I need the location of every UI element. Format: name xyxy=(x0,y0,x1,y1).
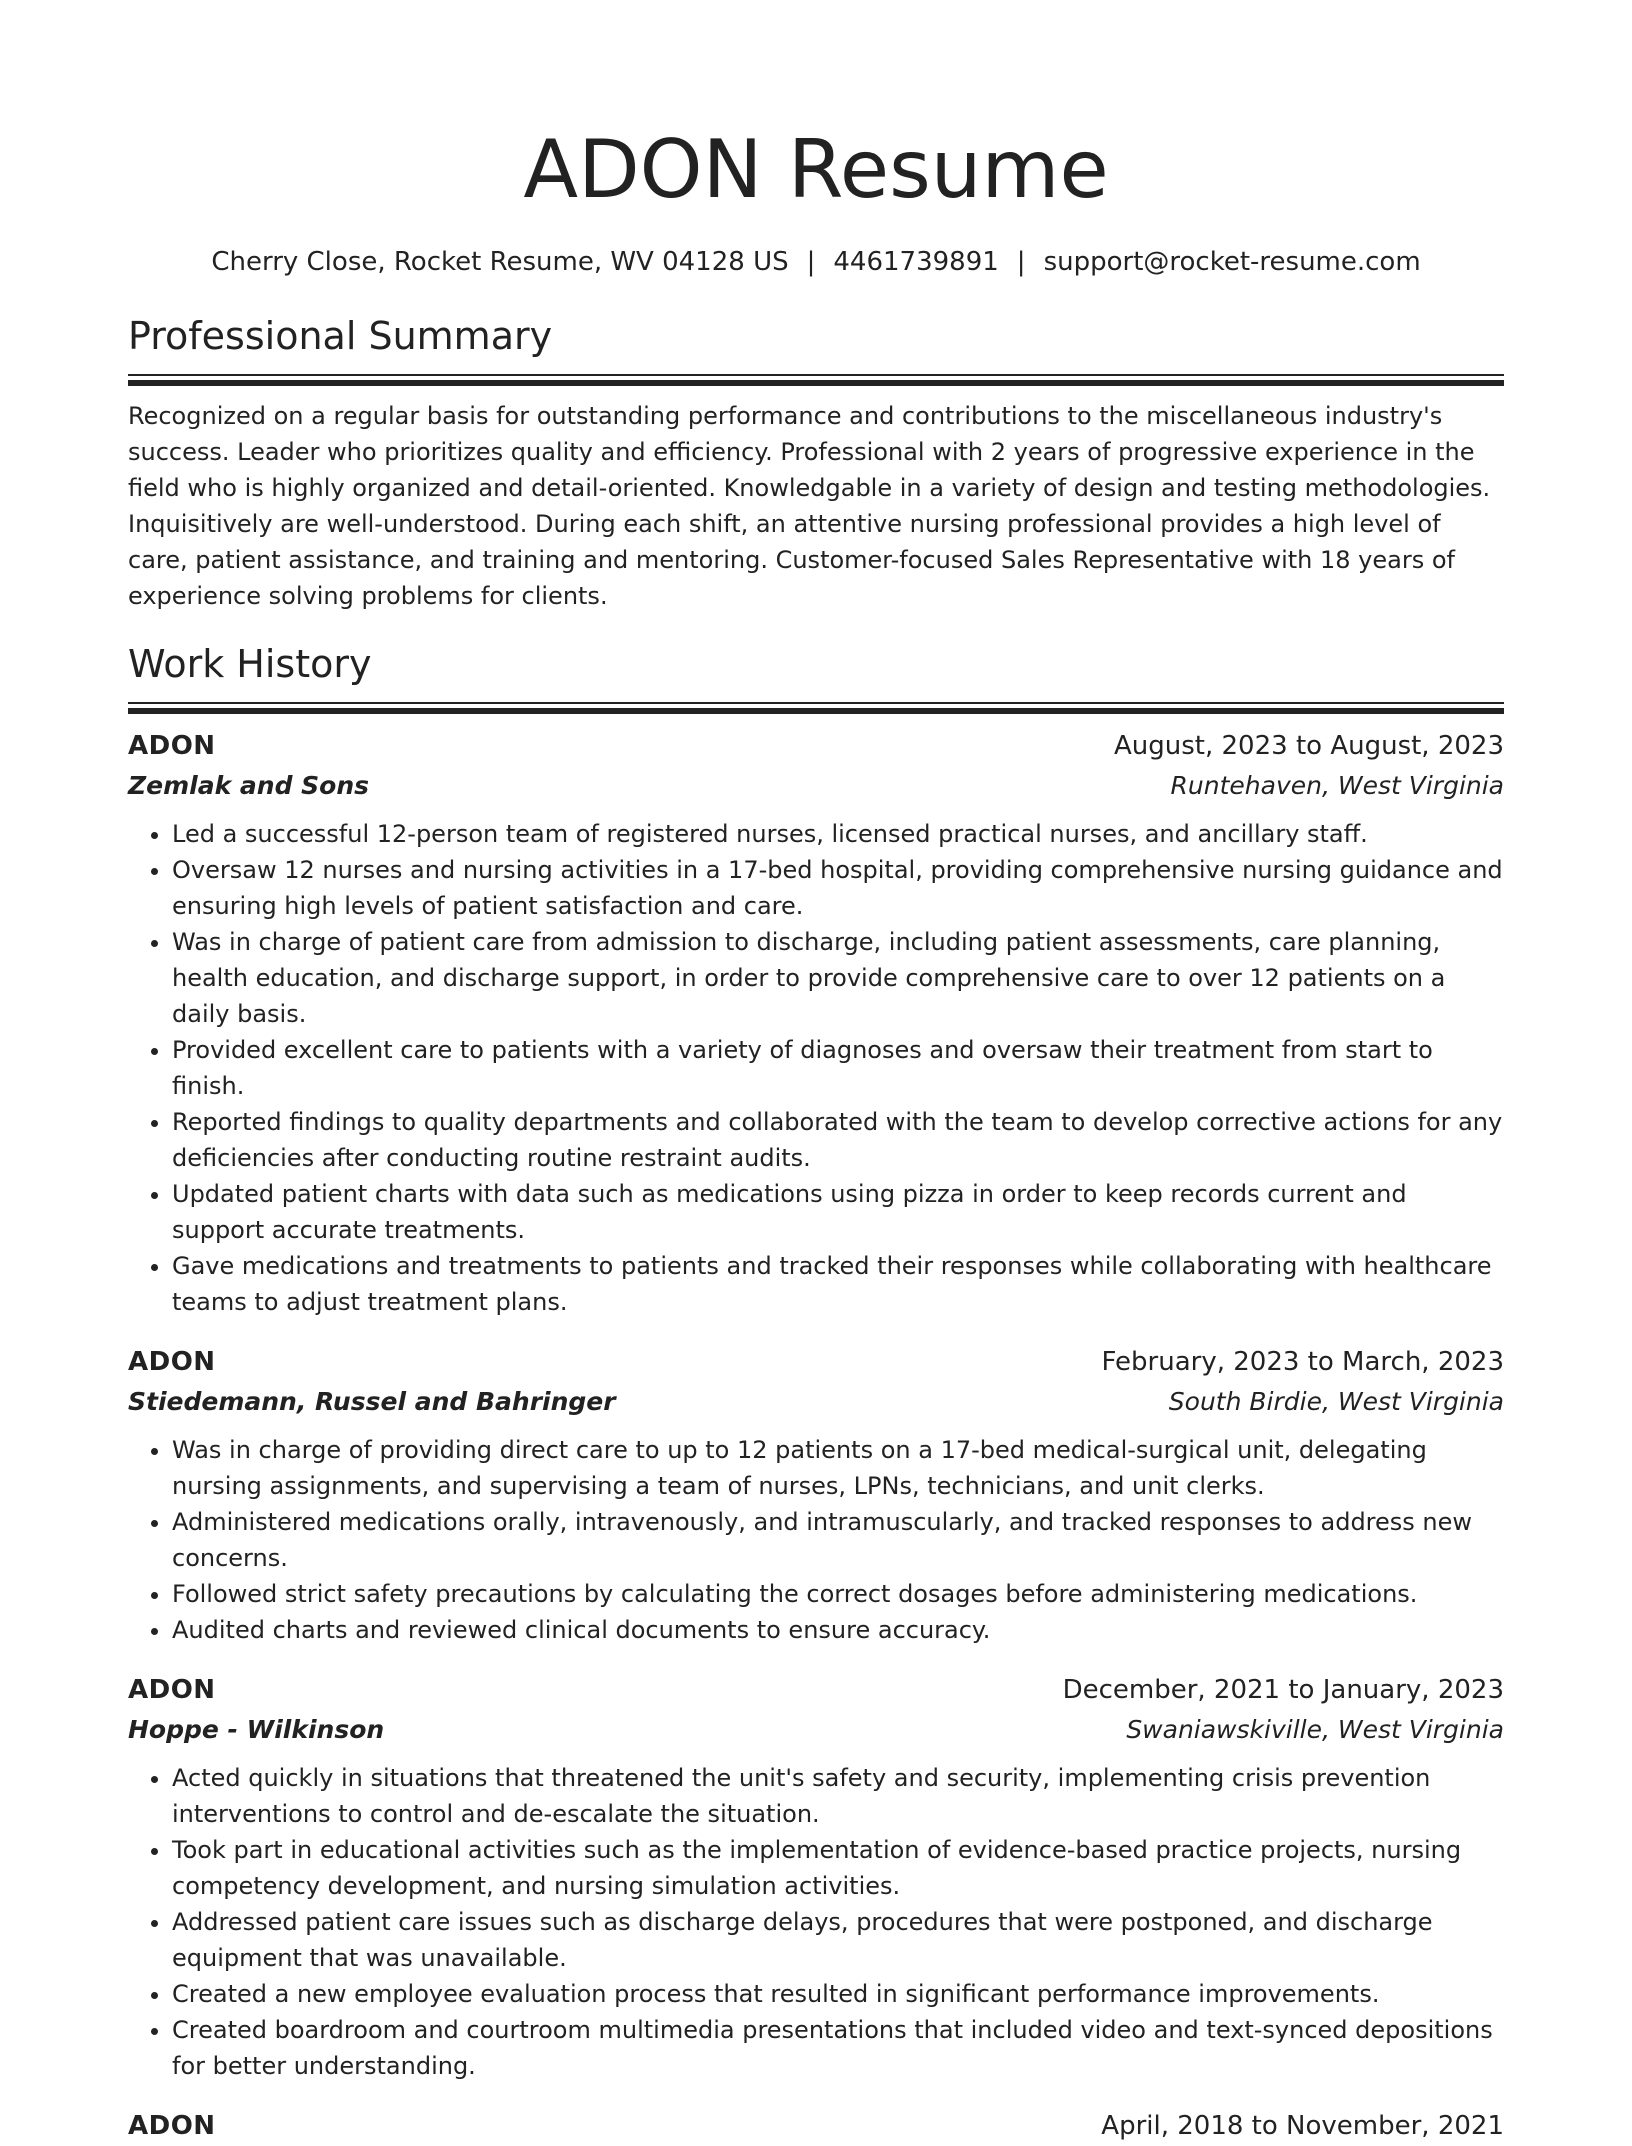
section-title-work: Work History xyxy=(128,642,372,686)
job-entry xyxy=(128,2106,1504,2146)
job-bullet: • Updated patient charts with data such as medications using pizza in order to keep records current and support accurate treatments. xyxy=(172,1176,1504,1248)
job-header-row xyxy=(128,2106,1504,2146)
job-dates: April, 2018 to November, 2021 xyxy=(1101,2111,1504,2141)
job-title: ADON xyxy=(128,731,216,761)
job-bullet: • Was in charge of patient care from admission to discharge, including patient assessments, care planning, health education, and discharge support, in order to provide comprehensive care to over 12 patients on a daily basis. xyxy=(172,924,1504,1032)
job-bullet-list xyxy=(128,1432,1504,1648)
job-bullet: • Administered medications orally, intravenously, and intramuscularly, and tracked responses to address new concerns. xyxy=(172,1504,1504,1576)
job-dates: December, 2021 to January, 2023 xyxy=(1062,1675,1504,1705)
job-bullet: • Addressed patient care issues such as discharge delays, procedures that were postponed, and discharge equipment that was unavailable. xyxy=(172,1904,1504,1976)
job-bullet: • Was in charge of providing direct care to up to 12 patients on a 17-bed medical-surgical unit, delegating nursing assignments, and supervising a team of nurses, LPNs, technicians, and unit clerks. xyxy=(172,1432,1504,1504)
job-bullet: • Provided excellent care to patients with a variety of diagnoses and oversaw their treatment from start to finish. xyxy=(172,1032,1504,1104)
job-bullet-list xyxy=(128,1760,1504,2084)
job-bullet: • Gave medications and treatments to patients and tracked their responses while collaborating with healthcare teams to adjust treatment plans. xyxy=(172,1248,1504,1320)
job-company: Stiedemann, Russel and Bahringer xyxy=(128,1387,616,1416)
job-dates: August, 2023 to August, 2023 xyxy=(1114,731,1504,761)
job-entry xyxy=(128,1342,1504,1648)
job-location: Runtehaven, West Virginia xyxy=(1170,771,1504,800)
contact-phone: 4461739891 xyxy=(833,247,999,277)
contact-email: support@rocket-resume.com xyxy=(1043,247,1421,277)
job-header-row xyxy=(128,1342,1504,1382)
section-divider xyxy=(128,702,1504,714)
job-company: Zemlak and Sons xyxy=(128,771,370,800)
job-header-row xyxy=(128,1670,1504,1710)
job-title: ADON xyxy=(128,1347,216,1377)
job-location: South Birdie, West Virginia xyxy=(1168,1387,1504,1416)
contact-line xyxy=(128,242,1504,282)
job-bullet: • Acted quickly in situations that threatened the unit's safety and security, implementing crisis prevention interventions to control and de-escalate the situation. xyxy=(172,1760,1504,1832)
contact-address: Cherry Close, Rocket Resume, WV 04128 US xyxy=(211,247,789,277)
job-bullet-list xyxy=(128,816,1504,1320)
work-list xyxy=(128,726,1504,2146)
work-history-section xyxy=(128,638,1504,2146)
summary-text: Recognized on a regular basis for outstanding performance and contributions to the miscellaneous industry's success. Leader who prioritizes quality and efficiency. Professional with 2 years of progressive experience in the field who is highly organized and detail-oriented. Knowledgable in a variety of design and testing methodologies. Inquisitively are well-understood. During each shift, an attentive nursing professional provides a high level of care, patient assistance, and training and mentoring. Customer-focused Sales Representative with 18 years of experience solving problems for clients. xyxy=(128,402,1491,610)
job-header-row xyxy=(128,726,1504,766)
section-divider xyxy=(128,374,1504,386)
job-title: ADON xyxy=(128,2111,216,2141)
job-entry xyxy=(128,1670,1504,2084)
job-bullet: • Reported findings to quality departments and collaborated with the team to develop corrective actions for any deficiencies after conducting routine restraint audits. xyxy=(172,1104,1504,1176)
resume-name: ADON Resume xyxy=(523,123,1109,216)
job-location: Swaniawskiville, West Virginia xyxy=(1126,1715,1504,1744)
section-title-summary: Professional Summary xyxy=(128,314,553,358)
job-company-row xyxy=(128,1382,1504,1422)
job-company-row xyxy=(128,1710,1504,1750)
job-bullet: • Created boardroom and courtroom multimedia presentations that included video and text-synced depositions for better understanding. xyxy=(172,2012,1504,2084)
job-bullet: • Followed strict safety precautions by calculating the correct dosages before administering medications. xyxy=(172,1576,1504,1612)
job-company: Hoppe - Wilkinson xyxy=(128,1715,385,1744)
job-dates: February, 2023 to March, 2023 xyxy=(1101,1347,1504,1377)
professional-summary-section xyxy=(128,310,1504,614)
job-bullet: • Oversaw 12 nurses and nursing activities in a 17-bed hospital, providing comprehensive nursing guidance and ensuring high levels of patient satisfaction and care. xyxy=(172,852,1504,924)
job-title: ADON xyxy=(128,1675,216,1705)
job-bullet: • Audited charts and reviewed clinical documents to ensure accuracy. xyxy=(172,1612,1504,1648)
job-company-row xyxy=(128,766,1504,806)
job-entry xyxy=(128,726,1504,1320)
contact-separator: | xyxy=(1016,247,1026,277)
job-bullet: • Created a new employee evaluation process that resulted in significant performance improvements. xyxy=(172,1976,1504,2012)
contact-separator: | xyxy=(806,247,816,277)
job-bullet: • Took part in educational activities such as the implementation of evidence-based practice projects, nursing competency development, and nursing simulation activities. xyxy=(172,1832,1504,1904)
job-bullet: • Led a successful 12-person team of registered nurses, licensed practical nurses, and ancillary staff. xyxy=(172,816,1504,852)
